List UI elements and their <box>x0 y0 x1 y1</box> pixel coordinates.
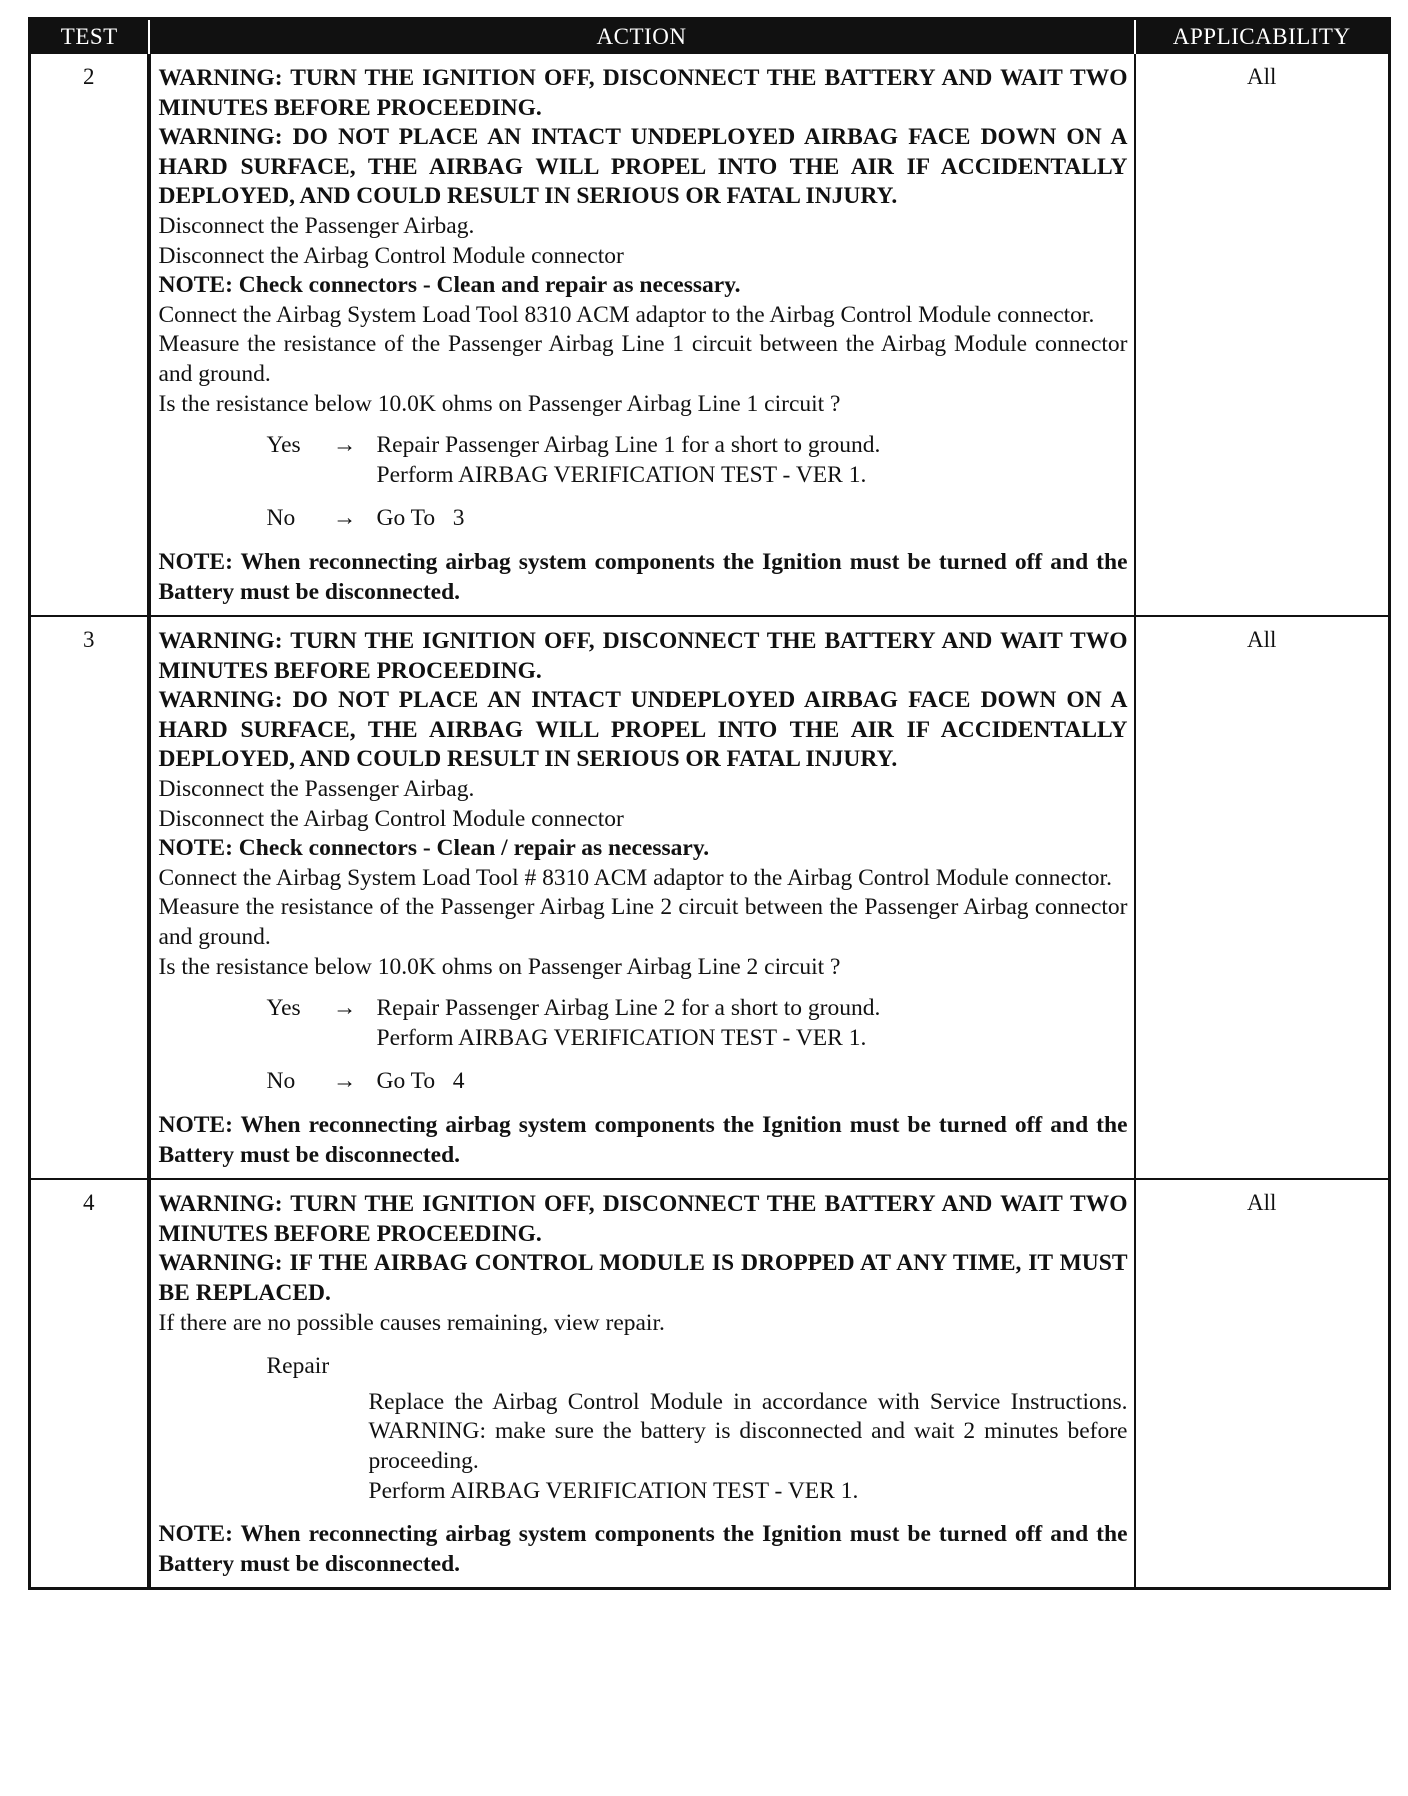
test-number: 2 <box>30 54 149 616</box>
note-text: NOTE: Check connectors - Clean and repair as necessary. <box>158 272 741 299</box>
step-text: Disconnect the Airbag Control Module connector <box>158 242 624 269</box>
applicability-value: All <box>1135 616 1390 1179</box>
test-number: 4 <box>30 1179 149 1589</box>
action-cell <box>149 54 1135 616</box>
no-label: No <box>266 505 296 532</box>
right-arrow-icon: → <box>332 432 357 459</box>
right-arrow-icon: → <box>332 1068 357 1095</box>
note-text: NOTE: When reconnecting airbag system components the Ignition must be turned off and the Battery must be disconnected. <box>158 1521 1128 1577</box>
note-text: NOTE: When reconnecting airbag system components the Ignition must be turned off and the Battery must be disconnected. <box>158 548 1128 605</box>
yes-action-line: Perform AIRBAG VERIFICATION TEST - VER 1. <box>376 1024 867 1051</box>
warning-text: WARNING: IF THE AIRBAG CONTROL MODULE IS DROPPED AT ANY TIME, IT MUST BE REPLACED. <box>158 1250 1128 1306</box>
response-block <box>267 994 1128 1097</box>
step-text: Measure the resistance of the Passenger Airbag Line 2 circuit between the Passenger Airbag connector and ground. <box>158 894 1128 951</box>
repair-line: Replace the Airbag Control Module in accordance with Service Instructions. WARNING: make sure the battery is disconnected and wait 2 minutes before proceeding. <box>368 1388 1128 1474</box>
no-response <box>267 1067 1128 1097</box>
note-text: NOTE: When reconnecting airbag system components the Ignition must be turned off and the Battery must be disconnected. <box>158 1112 1128 1168</box>
table-row-test-2 <box>30 54 1390 616</box>
repair-instructions <box>369 1388 1128 1506</box>
warning-text: WARNING: DO NOT PLACE AN INTACT UNDEPLOYED AIRBAG FACE DOWN ON A HARD SURFACE, THE AIRBAG WILL PROPEL INTO THE AIR IF ACCIDENTALLY DEPLOYED, AND COULD RESULT IN SERIOUS OR FATAL INJURY. <box>158 687 1128 773</box>
warning-text: WARNING: TURN THE IGNITION OFF, DISCONNECT THE BATTERY AND WAIT TWO MINUTES BEFORE PROCEEDING. <box>158 65 1128 121</box>
note-text: NOTE: Check connectors - Clean / repair as necessary. <box>158 835 710 862</box>
action-cell <box>149 616 1135 1179</box>
yes-response <box>267 994 1128 1053</box>
no-label: No <box>266 1068 296 1095</box>
yes-label: Yes <box>266 995 301 1022</box>
applicability-value: All <box>1135 1179 1390 1589</box>
applicability-value: All <box>1135 54 1390 616</box>
step-text: Measure the resistance of the Passenger Airbag Line 1 circuit between the Airbag Module connector and ground. <box>158 331 1128 387</box>
repair-block <box>267 1352 1128 1506</box>
step-text: Disconnect the Passenger Airbag. <box>158 212 475 239</box>
repair-line: Perform AIRBAG VERIFICATION TEST - VER 1. <box>368 1477 859 1504</box>
table-row-test-4 <box>30 1179 1390 1589</box>
yes-label: Yes <box>266 432 301 459</box>
yes-response <box>267 431 1128 490</box>
test-number: 3 <box>30 616 149 1179</box>
step-text: Connect the Airbag System Load Tool # 8310 ACM adaptor to the Airbag Control Module connector. <box>158 864 1112 891</box>
header-action: ACTION <box>149 19 1135 55</box>
header-test: TEST <box>30 19 149 55</box>
yes-action-line: Repair Passenger Airbag Line 2 for a short to ground. <box>376 995 881 1022</box>
table-row-test-3 <box>30 616 1390 1179</box>
response-block <box>267 431 1128 534</box>
repair-label: Repair <box>266 1353 330 1380</box>
right-arrow-icon: → <box>332 995 357 1022</box>
action-cell <box>149 1179 1135 1589</box>
warning-text: WARNING: TURN THE IGNITION OFF, DISCONNECT THE BATTERY AND WAIT TWO MINUTES BEFORE PROCEEDING. <box>158 1191 1128 1247</box>
diagnostic-test-table <box>28 17 1391 1590</box>
yes-action <box>377 431 881 490</box>
step-text: Disconnect the Passenger Airbag. <box>158 776 475 803</box>
yes-action-line: Repair Passenger Airbag Line 1 for a short to ground. <box>376 432 881 459</box>
no-action: Go To 3 <box>376 505 465 532</box>
header-applicability: APPLICABILITY <box>1135 19 1390 55</box>
right-arrow-icon: → <box>332 505 357 532</box>
no-action: Go To 4 <box>376 1068 465 1095</box>
no-response <box>267 504 1128 534</box>
warning-text: WARNING: TURN THE IGNITION OFF, DISCONNECT THE BATTERY AND WAIT TWO MINUTES BEFORE PROCEEDING. <box>158 628 1128 684</box>
step-text: Disconnect the Airbag Control Module connector <box>158 805 624 832</box>
diagnostic-procedure-sheet <box>28 17 1388 1778</box>
warning-text: WARNING: DO NOT PLACE AN INTACT UNDEPLOYED AIRBAG FACE DOWN ON A HARD SURFACE, THE AIRBAG WILL PROPEL INTO THE AIR IF ACCIDENTALLY DEPLOYED, AND COULD RESULT IN SERIOUS OR FATAL INJURY. <box>158 124 1128 210</box>
yes-action <box>377 994 881 1053</box>
question-text: Is the resistance below 10.0K ohms on Passenger Airbag Line 1 circuit ? <box>158 390 841 417</box>
question-text: Is the resistance below 10.0K ohms on Passenger Airbag Line 2 circuit ? <box>158 953 841 980</box>
yes-action-line: Perform AIRBAG VERIFICATION TEST - VER 1. <box>376 461 867 488</box>
step-text: Connect the Airbag System Load Tool 8310 ACM adaptor to the Airbag Control Module connector. <box>158 301 1095 328</box>
table-header-row <box>30 19 1390 55</box>
step-text: If there are no possible causes remaining, view repair. <box>158 1309 665 1336</box>
